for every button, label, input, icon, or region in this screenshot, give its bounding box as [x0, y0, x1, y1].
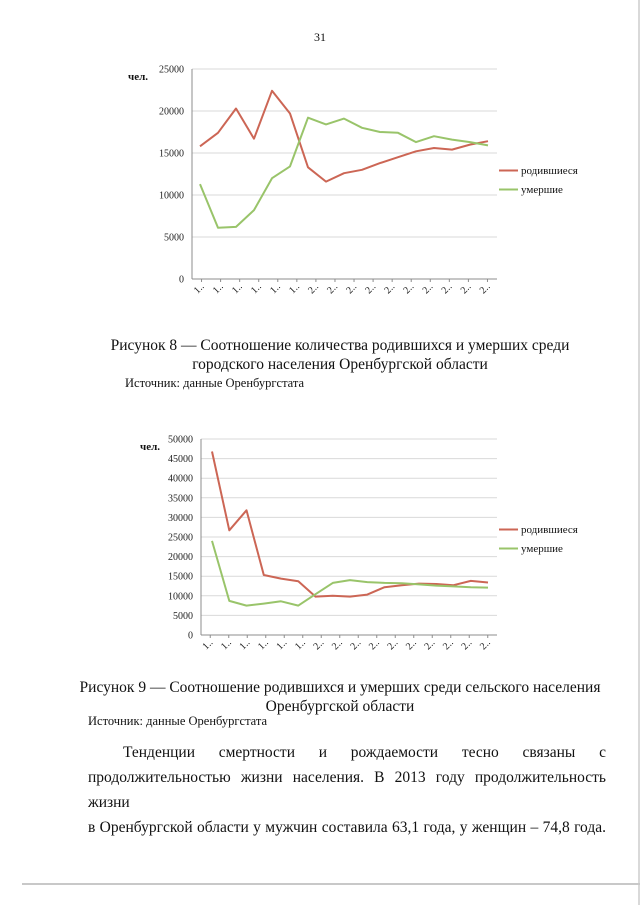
- paragraph-line1: [88, 740, 606, 765]
- figure9-caption-line2: Оренбургской области: [265, 698, 415, 715]
- x-tick-label: 2..: [367, 637, 382, 653]
- x-tick-label: 1..: [219, 637, 234, 653]
- figure8-source: Источник: данные Оренбургстата: [125, 376, 305, 390]
- chart-urban-births-deaths: [0, 55, 640, 315]
- para-word: связаны: [522, 744, 576, 761]
- y-tick-label: 5000: [164, 232, 184, 244]
- x-tick-label: 1..: [274, 637, 290, 653]
- figure8-caption-line2: городского населения Оренбургской области: [192, 356, 488, 373]
- x-tick-label: 1..: [287, 281, 302, 297]
- x-tick-label: 2..: [348, 637, 364, 653]
- para-word: рождаемости: [350, 744, 439, 761]
- x-tick-label: 1..: [210, 281, 226, 297]
- legend-label: родившиеся: [521, 165, 578, 177]
- para-word: смертности: [218, 744, 295, 761]
- x-tick-label: 2..: [325, 281, 341, 297]
- x-tick-label: 1..: [237, 637, 253, 653]
- x-tick-label: 1..: [248, 281, 264, 297]
- y-axis-label: чел.: [128, 71, 149, 83]
- chart-rural-births-deaths: [0, 425, 640, 665]
- y-tick-label: 50000: [168, 434, 193, 446]
- y-tick-label: 20000: [168, 552, 193, 564]
- series-line-0: [200, 91, 488, 182]
- y-tick-label: 20000: [159, 106, 184, 118]
- x-tick-label: 2..: [330, 637, 345, 653]
- x-tick-label: 2..: [441, 637, 456, 653]
- y-tick-label: 0: [188, 630, 193, 642]
- x-tick-label: 2..: [363, 281, 379, 297]
- y-tick-label: 25000: [168, 532, 193, 544]
- x-tick-label: 2..: [420, 281, 436, 297]
- page-number: 31: [314, 30, 326, 44]
- x-tick-label: 2..: [404, 637, 419, 653]
- y-tick-label: 10000: [168, 591, 193, 603]
- x-tick-label: 1..: [191, 281, 207, 297]
- x-tick-label: 2..: [478, 637, 493, 653]
- x-tick-label: 1..: [256, 637, 271, 653]
- para-word: с: [599, 744, 606, 761]
- x-tick-label: 2..: [401, 281, 417, 297]
- bottom-rule: [22, 883, 640, 885]
- legend-label: родившиеся: [521, 524, 578, 536]
- legend-label: умершие: [521, 184, 563, 196]
- x-tick-label: 2..: [385, 637, 401, 653]
- body-paragraph: [88, 740, 606, 840]
- x-tick-label: 1..: [268, 281, 283, 297]
- y-tick-label: 40000: [168, 473, 193, 485]
- figure9-caption-line1: Рисунок 9 — Соотношение родившихся и умерших среди сельского населения: [79, 679, 601, 696]
- x-tick-label: 2..: [459, 637, 475, 653]
- y-tick-label: 15000: [159, 148, 184, 160]
- figure9-caption: [40, 678, 640, 716]
- y-tick-label: 30000: [168, 512, 193, 524]
- figure8-caption-line1: Рисунок 8 — Соотношение количества родившихся и умерших среди: [110, 337, 570, 354]
- y-tick-label: 45000: [168, 454, 193, 466]
- x-tick-label: 2..: [306, 281, 322, 297]
- para-word: и: [318, 744, 328, 761]
- x-tick-label: 1..: [229, 281, 245, 297]
- paragraph-line2: продолжительностью жизни населения. В 2013 году продолжительность жизни: [88, 769, 606, 811]
- x-tick-label: 2..: [439, 281, 455, 297]
- figure9-source: Источник: данные Оренбургстата: [88, 714, 268, 728]
- x-tick-label: 2..: [422, 637, 438, 653]
- para-word: Тенденции: [123, 744, 195, 761]
- series-line-0: [212, 452, 488, 597]
- y-tick-label: 5000: [173, 610, 193, 622]
- x-tick-label: 2..: [382, 281, 398, 297]
- y-tick-label: 10000: [159, 190, 184, 202]
- x-tick-label: 1..: [200, 637, 216, 653]
- x-tick-label: 2..: [458, 281, 474, 297]
- paragraph-line3: в Оренбургской области у мужчин составила 63,1 года, у женщин – 74,8 года.: [88, 819, 606, 836]
- y-tick-label: 25000: [159, 64, 184, 76]
- para-word: тесно: [461, 744, 499, 761]
- legend-label: умершие: [521, 543, 563, 555]
- x-tick-label: 2..: [344, 281, 360, 297]
- x-tick-label: 2..: [477, 281, 493, 297]
- y-axis-label: чел.: [140, 441, 161, 453]
- y-tick-label: 0: [179, 274, 184, 286]
- y-tick-label: 35000: [168, 493, 193, 505]
- x-tick-label: 2..: [311, 637, 327, 653]
- y-tick-label: 15000: [168, 571, 193, 583]
- figure8-caption: [40, 336, 640, 374]
- x-tick-label: 1..: [293, 637, 308, 653]
